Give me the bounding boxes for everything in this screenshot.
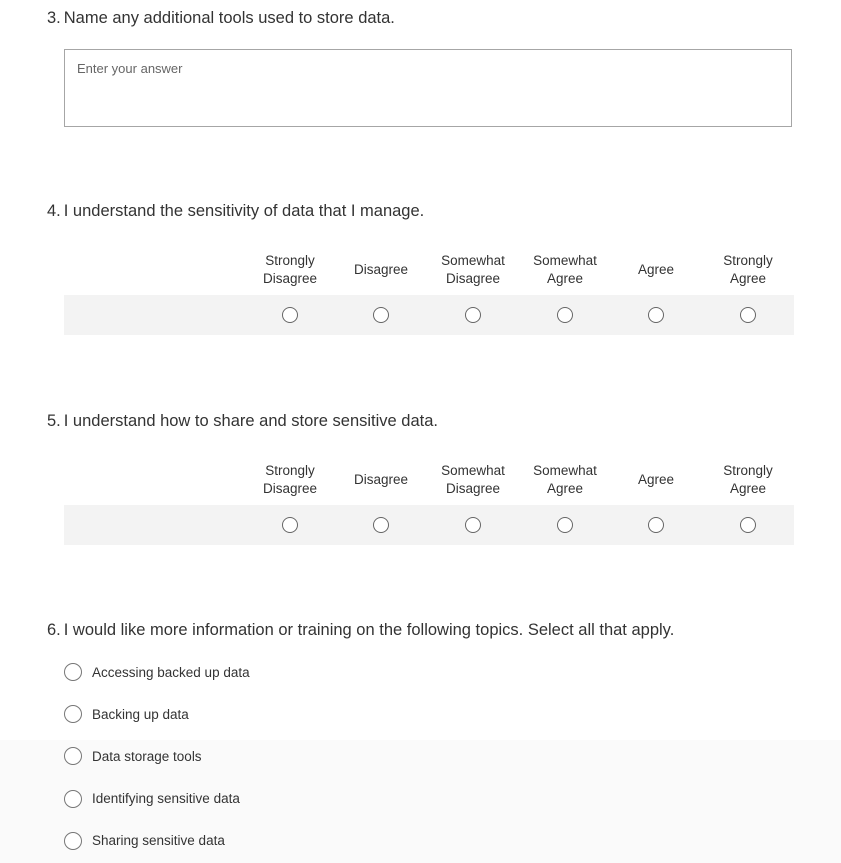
question-number: 3.	[47, 9, 61, 27]
option-item[interactable]	[64, 747, 202, 765]
scale-header: Disagree	[353, 262, 409, 277]
scale-header: Strongly Agree	[723, 463, 773, 496]
option-item[interactable]	[64, 790, 240, 808]
scale-header: Somewhat Agree	[533, 253, 597, 286]
radio-somewhat-disagree[interactable]	[465, 517, 481, 533]
question-text: I understand the sensitivity of data that I manage.	[63, 202, 425, 220]
option-item[interactable]	[64, 705, 189, 723]
radio-somewhat-disagree[interactable]	[465, 307, 481, 323]
radio-agree[interactable]	[648, 517, 664, 533]
option-label: Backing up data	[92, 706, 189, 722]
option-label: Accessing backed up data	[92, 664, 250, 680]
option-label: Data storage tools	[92, 748, 202, 764]
radio-strongly-disagree[interactable]	[282, 517, 298, 533]
scale-header: Agree	[637, 262, 675, 277]
radio-icon[interactable]	[64, 790, 82, 808]
question-number: 4.	[47, 202, 61, 220]
radio-somewhat-agree[interactable]	[557, 307, 573, 323]
question-5-title	[47, 412, 438, 431]
scale-header: Somewhat Disagree	[441, 253, 505, 286]
radio-agree[interactable]	[648, 307, 664, 323]
radio-disagree[interactable]	[373, 307, 389, 323]
scale-header: Strongly Disagree	[262, 463, 318, 496]
option-item[interactable]	[64, 832, 225, 850]
scale-header: Somewhat Agree	[533, 463, 597, 496]
question-4-title	[47, 202, 424, 221]
option-item[interactable]	[64, 663, 250, 681]
option-label: Identifying sensitive data	[92, 791, 240, 807]
radio-icon[interactable]	[64, 832, 82, 850]
radio-disagree[interactable]	[373, 517, 389, 533]
radio-strongly-agree[interactable]	[740, 307, 756, 323]
scale-header: Somewhat Disagree	[441, 463, 505, 496]
question-number: 5.	[47, 412, 61, 430]
scale-header: Disagree	[353, 472, 409, 487]
radio-strongly-disagree[interactable]	[282, 307, 298, 323]
question-text: I would like more information or training on the following topics. Select all that apply.	[63, 621, 675, 639]
question-text: I understand how to share and store sensitive data.	[63, 412, 438, 430]
answer-textarea[interactable]: Enter your answer	[64, 49, 792, 127]
question-number: 6.	[47, 621, 61, 639]
scale-header: Agree	[637, 472, 675, 487]
scale-header: Strongly Disagree	[262, 253, 318, 286]
radio-icon[interactable]	[64, 747, 82, 765]
likert-row	[64, 295, 794, 335]
question-6-title	[47, 621, 674, 640]
likert-row	[64, 505, 794, 545]
scale-header: Strongly Agree	[723, 253, 773, 286]
option-label: Sharing sensitive data	[92, 833, 225, 849]
radio-icon[interactable]	[64, 663, 82, 681]
radio-strongly-agree[interactable]	[740, 517, 756, 533]
radio-icon[interactable]	[64, 705, 82, 723]
question-3-title	[47, 9, 395, 28]
radio-somewhat-agree[interactable]	[557, 517, 573, 533]
question-text: Name any additional tools used to store data.	[63, 9, 395, 27]
